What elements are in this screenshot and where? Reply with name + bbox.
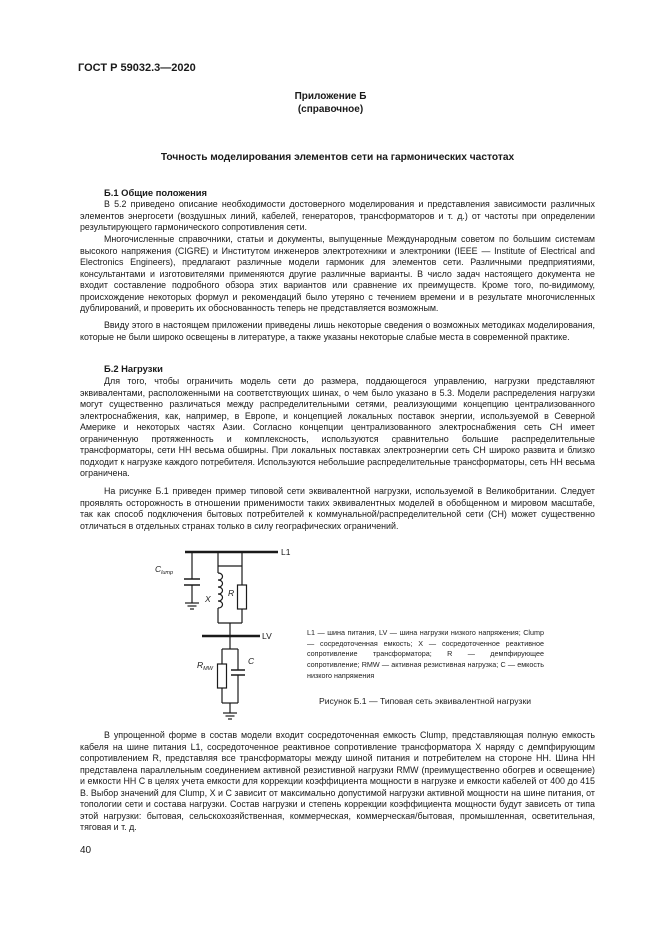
equivalent-load-circuit-diagram [150,545,325,725]
appendix-title: Приложение Б [294,91,367,102]
section-b1-paragraph-1: В 5.2 приведено описание необходимости достоверного моделирования и представления зависимости различных элементов энергосети (воздушных линий, кабелей, генераторов, трансформаторов и т. д.) от частоты при определении результирующего гармонического сопротивления сети. [80,199,595,233]
figure-legend: L1 — шина питания, LV — шина нагрузки низкого напряжения; Clump — сосредоточенная емкость; X — сосредоточенное реактивное сопротивление трансформатора; R — демпфирующее сопротивление; RMW — активная резистивная нагрузка; C — емкость низкого напряжения [307,628,544,680]
page-number: 40 [80,845,92,856]
resistor-rmw-body [218,664,227,688]
appendix-subtitle: (справочное) [297,104,364,115]
label-rmw: $R_{MW}$ [197,660,213,672]
label-x: X [205,594,211,604]
section-b1-paragraph-2: Многочисленные справочники, статьи и документы, выпущенные Международным советом по большим системам высокого напряжения (CIGRE) и Институтом инженеров электротехники и электроники (IEEE — Institute of Electrical and Electronics Engineers), предлагают различные модели гармоник для элементов сети. Различными предприятиями, консультантами и изготовителями применяются другие различные варианты. В число задач настоящего документа не входит составление подробного обзора этих вариантов или сравнение их преимуществ. Кроме того, по-видимому, происхождение некоторых формул и рекомендаций было утеряно с течением времени и в результате многочисленных дублирований, и проверить их обоснованность теперь не представляется возможным. [80,234,595,314]
inductor-x-coil [218,573,223,608]
label-clump: $C_{lump}$ [155,564,174,576]
resistor-r-body [238,585,247,609]
document-title: Точность моделирования элементов сети на гармонических частотах [160,152,515,163]
label-lv: LV [262,631,272,641]
section-b1-heading: Б.1 Общие положения [104,187,207,198]
figure-caption: Рисунок Б.1 — Типовая сеть эквивалентной нагрузки [318,696,532,706]
label-l1: L1 [281,547,291,557]
section-b1-paragraph-3: Ввиду этого в настоящем приложении приведены лишь некоторые сведения о возможных методиках моделирования, которые не были широко освещены в литературе, а также указаны некоторые слабые места в современной практике. [80,320,595,342]
label-c: C [248,656,255,666]
section-b2-paragraph-1: Для того, чтобы ограничить модель сети до размера, поддающегося управлению, нагрузки представляют эквивалентами, расположенными на соответствующих шинах, о чем было указано в 5.3. Модели распределения нагрузки могут существенно различаться между распределительными сетями, реализующими концепцию централизованного электроснабжения, как, например, в Европе, и концепцией локальных поставок энергии, используемой в Северной Америке и некоторых частях Азии. Согласно концепции централизованного электроснабжения сеть СН имеет ограниченную протяженность и комплексность, используются сравнительно большие распределительные трансформаторы, сети НН весьма обширны. При локальных поставках электроэнергии сеть СН широко развита и близко подходит к нагрузке каждого потребителя. Используются небольшие распределительные трансформаторы, сеть НН весьма ограничена. [80,376,595,479]
label-r: R [228,588,235,598]
document-header: ГОСТ Р 59032.3—2020 [78,62,196,74]
closing-paragraph: В упрощенной форме в состав модели входит сосредоточенная емкость Clump, представляющая полную емкость кабеля на шине питания L1, сосредоточенное реактивное сопротивление трансформатора X наряду с демпфирующим сопротивлением R, представляя все трансформаторы между шиной питания и потребителем на стороне НН. Шина НН представлена параллельным соединением активной резистивной нагрузки RMW (преимущественно обогрев и освещение) и емкости НН C в целях учета емкости для коррекции коэффициента мощности в нагрузке и емкости кабелей от 400 до 415 В. Выбор значений для Clump, X и C зависит от максимально допустимой нагрузки активной мощности на шине питания, от топологии сети и состава нагрузки. Состав нагрузки и степень коррекции коэффициента мощности будут зависеть от типа этой нагрузки: бытовая, сельскохозяйственная, коммерческая, коммерческая/бытовая, промышленная, осветительная, тяговая и т. д. [80,730,595,833]
section-b2-heading: Б.2 Нагрузки [104,363,163,374]
section-b2-paragraph-2: На рисунке Б.1 приведен пример типовой сети эквивалентной нагрузки, используемой в Великобритании. Следует проявлять осторожность в отношении применимости таких эквивалентных моделей в обобщенном и мировом масштабе, так как способ подключения бытовых потребителей к коммунальной/распределительной сети (СН) может существенно отличаться в отдельных странах только в силу географических ограничений. [80,486,595,531]
